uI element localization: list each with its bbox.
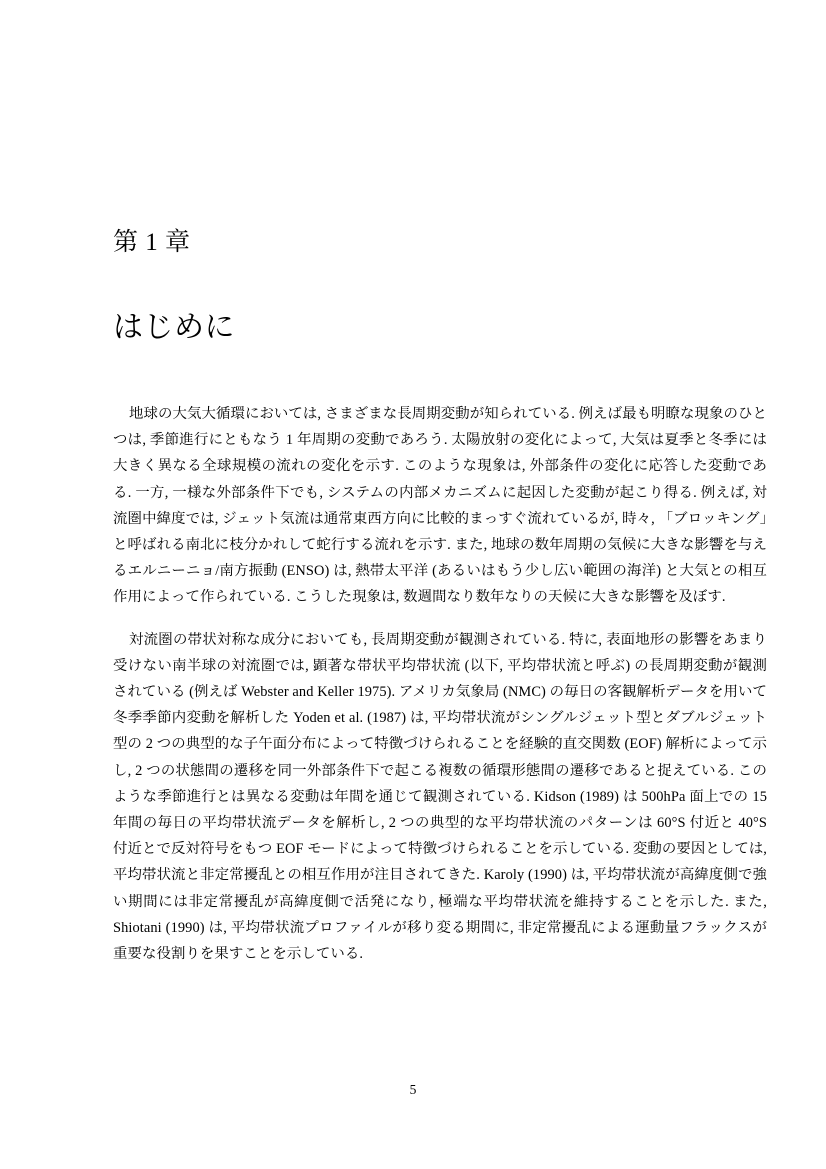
- chapter-title: はじめに: [113, 311, 235, 344]
- page-number: 5: [409, 1082, 417, 1097]
- body-paragraph-1: 地球の大気大循環においては, さまざまな長周期変動が知られている. 例えば最も明瞭な現象のひとつは, 季節進行にともなう 1 年周期の変動であろう. 太陽放射の変化によって, 大気は夏季と冬季には大きく異なる全球規模の流れの変化を示す. このような現象は, 外部条件の変化に応答した変動である. 一方, 一様な外部条件下でも, システムの内部メカニズムに起因した変動が起こり得る. 例えば, 対流圏中緯度では, ジェット気流は通常東西方向に比較的まっすぐ流れているが, 時々, 「ブロッキング」と呼ばれる南北に枝分かれして蛇行する流れを示す. また, 地球の数年周期の気候に大きな影響を与えるエルニーニョ/南方振動 (ENSO) は, 熱帯太平洋 (あるいはもう少し広い範囲の海洋) と大気との相互作用によって作られている. こうした現象は, 数週間なり数年なりの天候に大きな影響を及ぼす.: [113, 406, 767, 606]
- body-paragraph-2: 対流圏の帯状対称な成分においても, 長周期変動が観測されている. 特に, 表面地形の影響をあまり受けない南半球の対流圏では, 顕著な帯状平均帯状流 (以下, 平均帯状流と呼ぶ) の長周期変動が観測されている (例えば Webster and Keller 1975). アメリカ気象局 (NMC) の毎日の客観解析データを用いて冬季季節内変動を解析した Yoden et al. (1987) は, 平均帯状流がシングルジェット型とダブルジェット型の 2 つの典型的な子午面分布によって特徴づけられることを経験的直交関数 (EOF) 解析によって示し, 2 つの状態間の遷移を同一外部条件下で起こる複数の循環形態間の遷移であると捉えている. このような季節進行とは異なる変動は年間を通じて観測されている. Kidson (1989) は 500hPa 面上での 15 年間の毎日の平均帯状流データを解析し, 2 つの典型的な平均帯状流のパターンは 60°S 付近と 40°S 付近とで反対符号をもつ EOF モードによって特徴づけられることを示している. 変動の要因としては, 平均帯状流と非定常擾乱との相互作用が注目されてきた. Karoly (1990) は, 平均帯状流が高緯度側で強い期間には非定常擾乱が高緯度側で活発になり, 極端な平均帯状流を維持することを示した. また, Shiotani (1990) は, 平均帯状流プロファイルが移り変る期間に, 非定常擾乱による運動量フラックスが重要な役割りを果すことを示している.: [113, 631, 768, 963]
- page-content: [113, 228, 767, 967]
- chapter-number: 第 1 章: [113, 229, 191, 256]
